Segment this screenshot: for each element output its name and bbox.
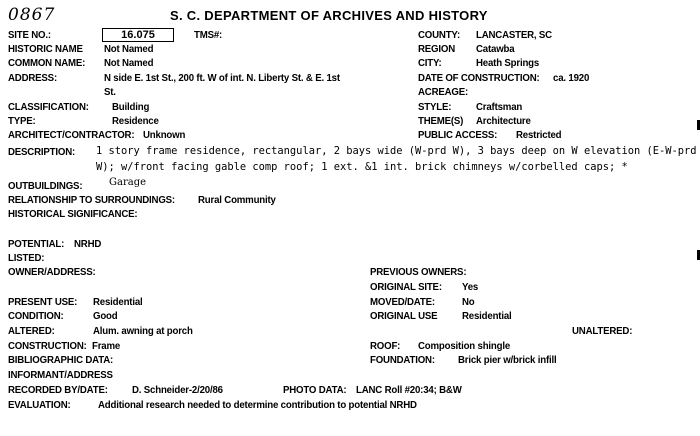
public-access-label: PUBLIC ACCESS: <box>418 129 498 141</box>
original-use-value: Residential <box>462 310 512 322</box>
recorded-by-label: RECORDED BY/DATE: <box>8 384 108 396</box>
relationship-value: Rural Community <box>198 194 276 206</box>
themes-value: Architecture <box>476 115 531 127</box>
previous-owners-label: PREVIOUS OWNERS: <box>370 266 467 278</box>
outbuildings-label: OUTBUILDINGS: <box>8 180 83 192</box>
description-label: DESCRIPTION: <box>8 146 76 158</box>
classification-label: CLASSIFICATION: <box>8 101 89 113</box>
common-name-value: Not Named <box>104 57 154 69</box>
informant-address-label: INFORMANT/ADDRESS <box>8 369 113 381</box>
site-no-value: 16.075 <box>102 28 174 42</box>
unaltered-label: UNALTERED: <box>572 325 633 337</box>
region-label: REGION <box>418 43 456 55</box>
classification-value: Building <box>112 101 150 113</box>
present-use-label: PRESENT USE: <box>8 296 78 308</box>
acreage-label: ACREAGE: <box>418 86 469 98</box>
city-value: Heath Springs <box>476 57 540 69</box>
original-site-label: ORIGINAL SITE: <box>370 281 442 293</box>
date-of-construction-value: ca. 1920 <box>553 72 590 84</box>
photo-data-value: LANC Roll #20:34; B&W <box>356 384 462 396</box>
address-value-line2: St. <box>104 86 116 98</box>
potential-value: NRHD <box>74 238 102 250</box>
type-label: TYPE: <box>8 115 36 127</box>
site-no-label: SITE NO.: <box>8 29 51 41</box>
style-label: STYLE: <box>418 101 452 113</box>
outbuildings-value: Garage <box>109 177 147 188</box>
altered-label: ALTERED: <box>8 325 55 337</box>
foundation-label: FOUNDATION: <box>370 354 435 366</box>
architect-label: ARCHITECT/CONTRACTOR: <box>8 129 135 141</box>
recorded-by-value: D. Schneider-2/20/86 <box>132 384 223 396</box>
listed-label: LISTED: <box>8 252 45 264</box>
condition-value: Good <box>93 310 118 322</box>
original-site-value: Yes <box>462 281 479 293</box>
potential-label: POTENTIAL: <box>8 238 65 250</box>
foundation-value: Brick pier w/brick infill <box>458 354 557 366</box>
date-of-construction-label: DATE OF CONSTRUCTION: <box>418 72 540 84</box>
city-label: CITY: <box>418 57 442 69</box>
present-use-value: Residential <box>93 296 143 308</box>
page-title: S. C. DEPARTMENT OF ARCHIVES AND HISTORY <box>170 8 488 23</box>
address-value-line1: N side E. 1st St., 200 ft. W of int. N. Liberty St. & E. 1st <box>104 72 340 84</box>
construction-value: Frame <box>92 340 121 352</box>
description-line-1: 1 story frame residence, rectangular, 2 bays wide (W-prd W), 3 bays deep on W elevation (E-W-prd <box>96 145 697 157</box>
type-value: Residence <box>112 115 159 127</box>
form-number: 0867 <box>8 5 56 25</box>
architect-value: Unknown <box>143 129 186 141</box>
common-name-label: COMMON NAME: <box>8 57 86 69</box>
county-label: COUNTY: <box>418 29 461 41</box>
public-access-value: Restricted <box>516 129 562 141</box>
region-value: Catawba <box>476 43 515 55</box>
relationship-label: RELATIONSHIP TO SURROUNDINGS: <box>8 194 175 206</box>
moved-date-label: MOVED/DATE: <box>370 296 435 308</box>
address-label: ADDRESS: <box>8 72 57 84</box>
roof-value: Composition shingle <box>418 340 511 352</box>
historic-name-value: Not Named <box>104 43 154 55</box>
evaluation-label: EVALUATION: <box>8 399 71 411</box>
county-value: LANCASTER, SC <box>476 29 552 41</box>
themes-label: THEME(S) <box>418 115 464 127</box>
photo-data-label: PHOTO DATA: <box>283 384 347 396</box>
tms-label: TMS#: <box>194 29 223 41</box>
style-value: Craftsman <box>476 101 523 113</box>
condition-label: CONDITION: <box>8 310 64 322</box>
roof-label: ROOF: <box>370 340 401 352</box>
construction-label: CONSTRUCTION: <box>8 340 87 352</box>
historic-name-label: HISTORIC NAME <box>8 43 83 55</box>
original-use-label: ORIGINAL USE <box>370 310 438 322</box>
moved-date-value: No <box>462 296 475 308</box>
altered-value: Alum. awning at porch <box>93 325 193 337</box>
owner-address-label: OWNER/ADDRESS: <box>8 266 96 278</box>
bibliographic-data-label: BIBLIOGRAPHIC DATA: <box>8 354 114 366</box>
evaluation-value: Additional research needed to determine contribution to potential NRHD <box>98 399 417 411</box>
historical-significance-label: HISTORICAL SIGNIFICANCE: <box>8 208 138 220</box>
description-line-2: W); w/front facing gable comp roof; 1 ext. &1 int. brick chimneys w/corbelled caps; * <box>96 161 628 173</box>
